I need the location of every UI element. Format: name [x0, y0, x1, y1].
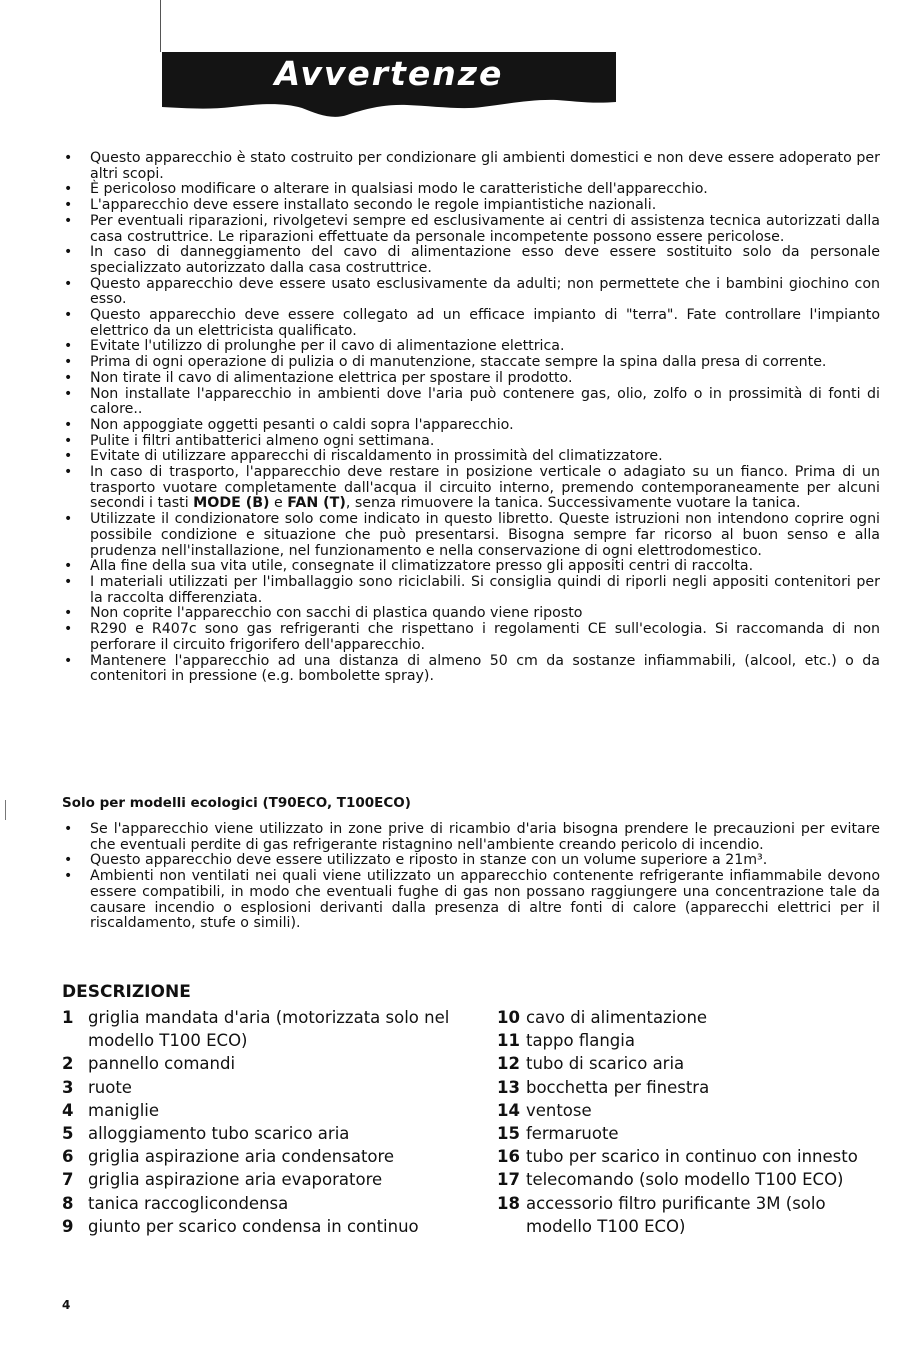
description-item — [497, 1029, 892, 1052]
item-number: 12 — [497, 1054, 520, 1074]
warning-item: • È pericoloso modificare o alterare in qualsiasi modo le caratteristiche dell'apparecchio. — [62, 182, 880, 198]
description-list-left — [62, 1006, 482, 1238]
item-number: 14 — [497, 1100, 520, 1120]
item-number: 16 — [497, 1147, 520, 1167]
warning-item: • Alla fine della sua vita utile, consegnate il climatizzatore presso gli appositi centri di raccolta. — [62, 559, 880, 575]
description-item — [62, 1168, 482, 1191]
warning-item: • Questo apparecchio deve essere collegato ad un efficace impianto di "terra". Fate controllare l'impianto elettrico da un elettricista qualificato. — [62, 308, 880, 339]
margin-tick — [5, 800, 6, 820]
mode-key-label: MODE (B) — [193, 495, 270, 512]
item-text: giunto per scarico condensa in continuo — [88, 1216, 419, 1236]
eco-warnings-list — [62, 822, 880, 932]
warning-item: • Evitate di utilizzare apparecchi di riscaldamento in prossimità del climatizzatore. — [62, 449, 880, 465]
warning-item: • Evitate l'utilizzo di prolunghe per il cavo di alimentazione elettrica. — [62, 339, 880, 355]
warning-item: • Questo apparecchio è stato costruito per condizionare gli ambienti domestici e non deve essere adoperato per altri scopi. — [62, 151, 880, 182]
item-text: tanica raccoglicondensa — [88, 1193, 289, 1213]
warning-item: • Non tirate il cavo di alimentazione elettrica per spostare il prodotto. — [62, 371, 880, 387]
item-text: maniglie — [88, 1100, 160, 1120]
item-text: telecomando (solo modello T100 ECO) — [525, 1170, 844, 1190]
transport-text-2: e — [269, 495, 288, 512]
item-number: 3 — [62, 1077, 74, 1097]
item-text: griglia mandata d'aria (motorizzata solo nel modello T100 ECO) — [88, 1008, 450, 1051]
description-item — [497, 1168, 892, 1191]
description-item — [62, 1006, 482, 1052]
warning-item: • L'apparecchio deve essere installato secondo le regole impiantistiche nazionali. — [62, 198, 880, 214]
item-number: 2 — [62, 1054, 74, 1074]
warning-item: • Questo apparecchio deve essere usato esclusivamente da adulti; non permettete che i bambini giochino con esso. — [62, 277, 880, 308]
item-text: bocchetta per finestra — [525, 1077, 710, 1097]
warning-item: • In caso di danneggiamento del cavo di alimentazione esso deve essere sostituito solo da personale specializzato autorizzato dalla casa costruttrice. — [62, 245, 880, 276]
transport-text-3: , senza rimuovere la tanica. Successivamente vuotare la tanica. — [345, 495, 801, 512]
item-text: ruote — [88, 1077, 132, 1097]
warning-item: • Per eventuali riparazioni, rivolgetevi sempre ed esclusivamente ai centri di assistenza tecnica autorizzati dalla casa costruttrice. Le riparazioni effettuate da personale incompetente possono essere pericolose. — [62, 214, 880, 245]
title-banner — [162, 52, 616, 122]
warning-item: • Utilizzate il condizionatore solo come indicato in questo libretto. Queste istruzioni non intendono coprire ogni possibile condizione e situazione che può presentarsi. Bisogna sempre far ricorso al buon senso e alla prudenza nell'installazione, nel funzionamento e nella conservazione di ogni elettrodomestico. — [62, 512, 880, 559]
item-text: tubo di scarico aria — [525, 1054, 685, 1074]
item-number: 4 — [62, 1100, 74, 1120]
item-text: tubo per scarico in continuo con innesto — [525, 1147, 858, 1167]
description-item — [497, 1076, 892, 1099]
warning-item-transport — [62, 465, 880, 512]
item-text: alloggiamento tubo scarico aria — [88, 1124, 350, 1144]
description-item — [62, 1145, 482, 1168]
warning-item: • Pulite i filtri antibatterici almeno ogni settimana. — [62, 434, 880, 450]
item-number: 8 — [62, 1193, 74, 1213]
description-item — [62, 1076, 482, 1099]
description-item — [497, 1099, 892, 1122]
warnings-list — [62, 151, 880, 685]
warning-item: • Non appoggiate oggetti pesanti o caldi sopra l'apparecchio. — [62, 418, 880, 434]
item-text: griglia aspirazione aria condensatore — [88, 1147, 395, 1167]
item-text: griglia aspirazione aria evaporatore — [88, 1170, 383, 1190]
item-number: 5 — [62, 1124, 74, 1144]
item-number: 10 — [497, 1008, 520, 1027]
item-number: 9 — [62, 1216, 74, 1236]
description-title: DESCRIZIONE — [62, 982, 191, 1002]
item-number: 6 — [62, 1147, 74, 1167]
fan-key-label: FAN (T) — [287, 495, 346, 512]
description-item — [497, 1006, 892, 1029]
description-item — [497, 1052, 892, 1075]
warning-item: • I materiali utilizzati per l'imballaggio sono riciclabili. Si consiglia quindi di riporli negli appositi contenitori per la raccolta differenziata. — [62, 575, 880, 606]
eco-section-title: Solo per modelli ecologici (T90ECO, T100ECO) — [62, 795, 411, 811]
description-item — [62, 1099, 482, 1122]
description-item — [62, 1192, 482, 1215]
margin-rule — [160, 0, 161, 52]
description-item — [62, 1122, 482, 1145]
item-number: 18 — [497, 1193, 520, 1213]
description-item — [497, 1122, 892, 1145]
description-item — [62, 1215, 482, 1238]
eco-warning-item: • Ambienti non ventilati nei quali viene utilizzato un apparecchio contenente refrigerante infiammabile devono essere compatibili, in modo che eventuali fughe di gas non possano raggiungere una concentrazione tale da causare incendio o esplosioni derivanti dalla presenza di altre fonti di calore (apparecchi elettrici per il riscaldamento, stufe o simili). — [62, 869, 880, 932]
item-number: 11 — [497, 1031, 520, 1051]
item-number: 13 — [497, 1077, 520, 1097]
warning-item: • Non coprite l'apparecchio con sacchi di plastica quando viene riposto — [62, 606, 880, 622]
warning-item: • Mantenere l'apparecchio ad una distanza di almeno 50 cm da sostanze infiammabili, (alcool, etc.) o da contenitori in pressione (e.g. bombolette spray). — [62, 654, 880, 685]
eco-warning-item: • Se l'apparecchio viene utilizzato in zone prive di ricambio d'aria bisogna prendere le precauzioni per evitare che eventuali perdite di gas refrigerante ristagnino nell'ambiente creando pericolo di incendio. — [62, 822, 880, 853]
item-number: 7 — [62, 1170, 74, 1190]
item-text: fermaruote — [525, 1124, 619, 1144]
page-title: Avvertenze — [274, 54, 504, 93]
description-item — [497, 1145, 892, 1168]
warning-item: • Prima di ogni operazione di pulizia o di manutenzione, staccate sempre la spina dalla presa di corrente. — [62, 355, 880, 371]
description-item — [497, 1192, 892, 1238]
page-number: 4 — [62, 1298, 71, 1312]
description-item — [62, 1052, 482, 1075]
description-list-right — [497, 1006, 892, 1238]
item-text: accessorio filtro purificante 3M (solo modello T100 ECO) — [525, 1193, 826, 1236]
item-number: 17 — [497, 1170, 520, 1190]
transport-text-1: In caso di trasporto, l'apparecchio deve restare in posizione verticale o adagiato su un fianco. Prima di un trasporto vuotare completamente dall'acqua il circuito interno, premendo contemporaneamente per alcuni secondi i tasti — [90, 464, 880, 512]
item-text: pannello comandi — [88, 1054, 236, 1074]
item-number: 1 — [62, 1008, 74, 1027]
warning-item: • Non installate l'apparecchio in ambienti dove l'aria può contenere gas, olio, zolfo o in prossimità di fonti di calore.. — [62, 387, 880, 418]
warning-item: • R290 e R407c sono gas refrigeranti che rispettano i regolamenti CE sull'ecologia. Si raccomanda di non perforare il circuito frigorifero dell'apparecchio. — [62, 622, 880, 653]
item-text: ventose — [525, 1100, 592, 1120]
item-number: 15 — [497, 1124, 520, 1144]
item-text: tappo flangia — [525, 1031, 635, 1051]
item-text: cavo di alimentazione — [525, 1008, 708, 1027]
eco-warning-item: • Questo apparecchio deve essere utilizzato e riposto in stanze con un volume superiore a 21m³. — [62, 853, 880, 869]
